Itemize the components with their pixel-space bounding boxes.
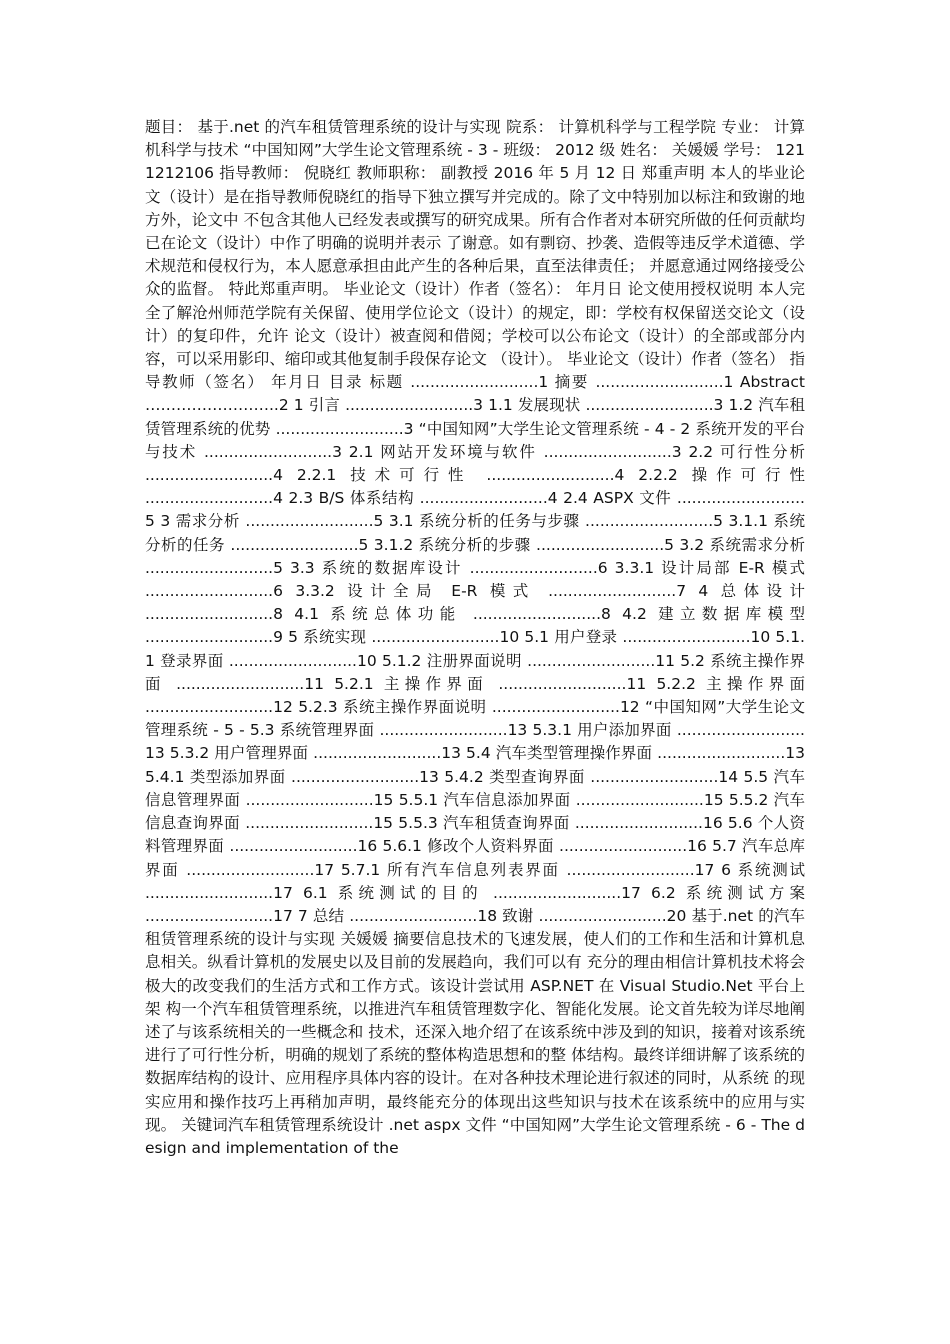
document-body-text <box>145 116 805 1160</box>
front-matter-segment: 题目： 基于.net 的汽车租赁管理系统的设计与实现 院系： 计算机科学与工程学院 专业： 计算机科学与技术 “中国知网”大学生论文管理系统 - 3 - 班级： 2012 级 姓名： 关媛媛 学号： 1211212106 指导教师： 倪晓红 教师职称： 副教授 2016 年 5 月 12 日 郑重声明 本人的毕业论文（设计）是在指导教师倪晓红的指导下独立撰写并完成的。除了文中特别加以标注和致谢的地方外，论文中 不包含其他人已经发表或撰写的研究成果。所有合作者对本研究所做的任何贡献均已在论文（设计）中作了明确的说明并表示 了谢意。如有剽窃、抄袭、造假等违反学术道德、学术规范和侵权行为，本人愿意承担由此产生的各种后果，直至法律责任； 并愿意通过网络接受公众的监督。 特此郑重声明。 毕业论文（设计）作者（签名）： 年月日 论文使用授权说明 本人完全了解沧州师范学院有关保留、使用学位论文（设计）的规定，即：学校有权保留送交论文（设计）的复印件，允许 论文（设计）被查阅和借阅；学校可以公布论文（设计）的全部或部分内容，可以采用影印、缩印或其他复制手段保存论文 （设计）。 毕业论文（设计）作者（签名） 指导教师（签名） 年月日 <box>145 118 805 392</box>
table-of-contents-segment: 目录 标题 ..........................1 摘要 ..........................1 Abstract ……………………..2 1 引言 ..........................3 1.1 发展现状 ..........................3 1.2 汽车租赁管理系统的优势 ..........................3 “中国知网”大学生论文管理系统 - 4 - 2 系统开发的平台与技术 ..........................3 2.1 网站开发环境与软件 ..........................3 2.2 可行性分析 ..........................4 2.2.1 技术可行性 ..........................4 2.2.2 操作可行性 ..........................4 2.3 B/S 体系结构 ..........................4 2.4 ASPX 文件 ..........................5 3 需求分析 ..........................5 3.1 系统分析的任务与步骤 ..........................5 3.1.1 系统分析的任务 ..........................5 3.1.2 系统分析的步骤 ..........................5 3.2 系统需求分析 ..........................5 3.3 系统的数据库设计 ..........................6 3.3.1 设计局部 E-R 模式 ..........................6 3.3.2 设计全局 E-R 模式 ..........................7 4 总体设计 ..........................8 4.1 系统总体功能 ..........................8 4.2 建立数据库模型 ..........................9 5 系统实现 ..........................10 5.1 用户登录 ..........................10 5.1.1 登录界面 ..........................10 5.1.2 注册界面说明 ..........................11 5.2 系统主操作界面 ..........................11 5.2.1 主操作界面 ..........................11 5.2.2 主操作界面 ..........................12 5.2.3 系统主操作界面说明 ..........................12 “中国知网”大学生论文管理系统 - 5 - 5.3 系统管理界面 ..........................13 5.3.1 用户添加界面 ..........................13 5.3.2 用户管理界面 ..........................13 5.4 汽车类型管理操作界面 ..........................13 5.4.1 类型添加界面 ..........................13 5.4.2 类型查询界面 ..........................14 5.5 汽车信息管理界面 ..........................15 5.5.1 汽车信息添加界面 ..........................15 5.5.2 汽车信息查询界面 ..........................15 5.5.3 汽车租赁查询界面 ..........................16 5.6 个人资料管理界面 ..........................16 5.6.1 修改个人资料界面 ..........................16 5.7 汽车总库界面 ..........................17 5.7.1 所有汽车信息列表界面 ..........................17 6 系统测试 ..........................17 6.1 系统测试的目的 ..........................17 6.2 系统测试方案 ..........................17 7 总结 ..........................18 致谢 ..........................20 <box>145 373 805 925</box>
abstract-segment: 基于.net 的汽车租赁管理系统的设计与实现 关媛媛 摘要信息技术的飞速发展，使人们的工作和生活和计算机息息相关。纵看计算机的发展史以及目前的发展趋向，我们可以有 充分的理由相信计算机技术将会极大的改变我们的生活方式和工作方式。该设计尝试用 ASP.NET 在 Visual Studio.Net 平台上架 构一个汽车租赁管理系统，以推进汽车租赁管理数字化、智能化发展。论文首先较为详尽地阐述了与该系统相关的一些概念和 技术，还深入地介绍了在该系统中涉及到的知识，接着对该系统进行了可行性分析，明确的规划了系统的整体构造思想和的整 体结构。最终详细讲解了该系统的数据库结构的设计、应用程序具体内容的设计。在对各种技术理论进行叙述的同时，从系统 的现实应用和操作技巧上再稍加声明，最终能充分的体现出这些知识与技术在该系统中的应用与实现。 关键词汽车租赁管理系统设计 .net aspx 文件 “中国知网”大学生论文管理系统 - 6 - The design and implementation of the <box>145 906 805 1157</box>
